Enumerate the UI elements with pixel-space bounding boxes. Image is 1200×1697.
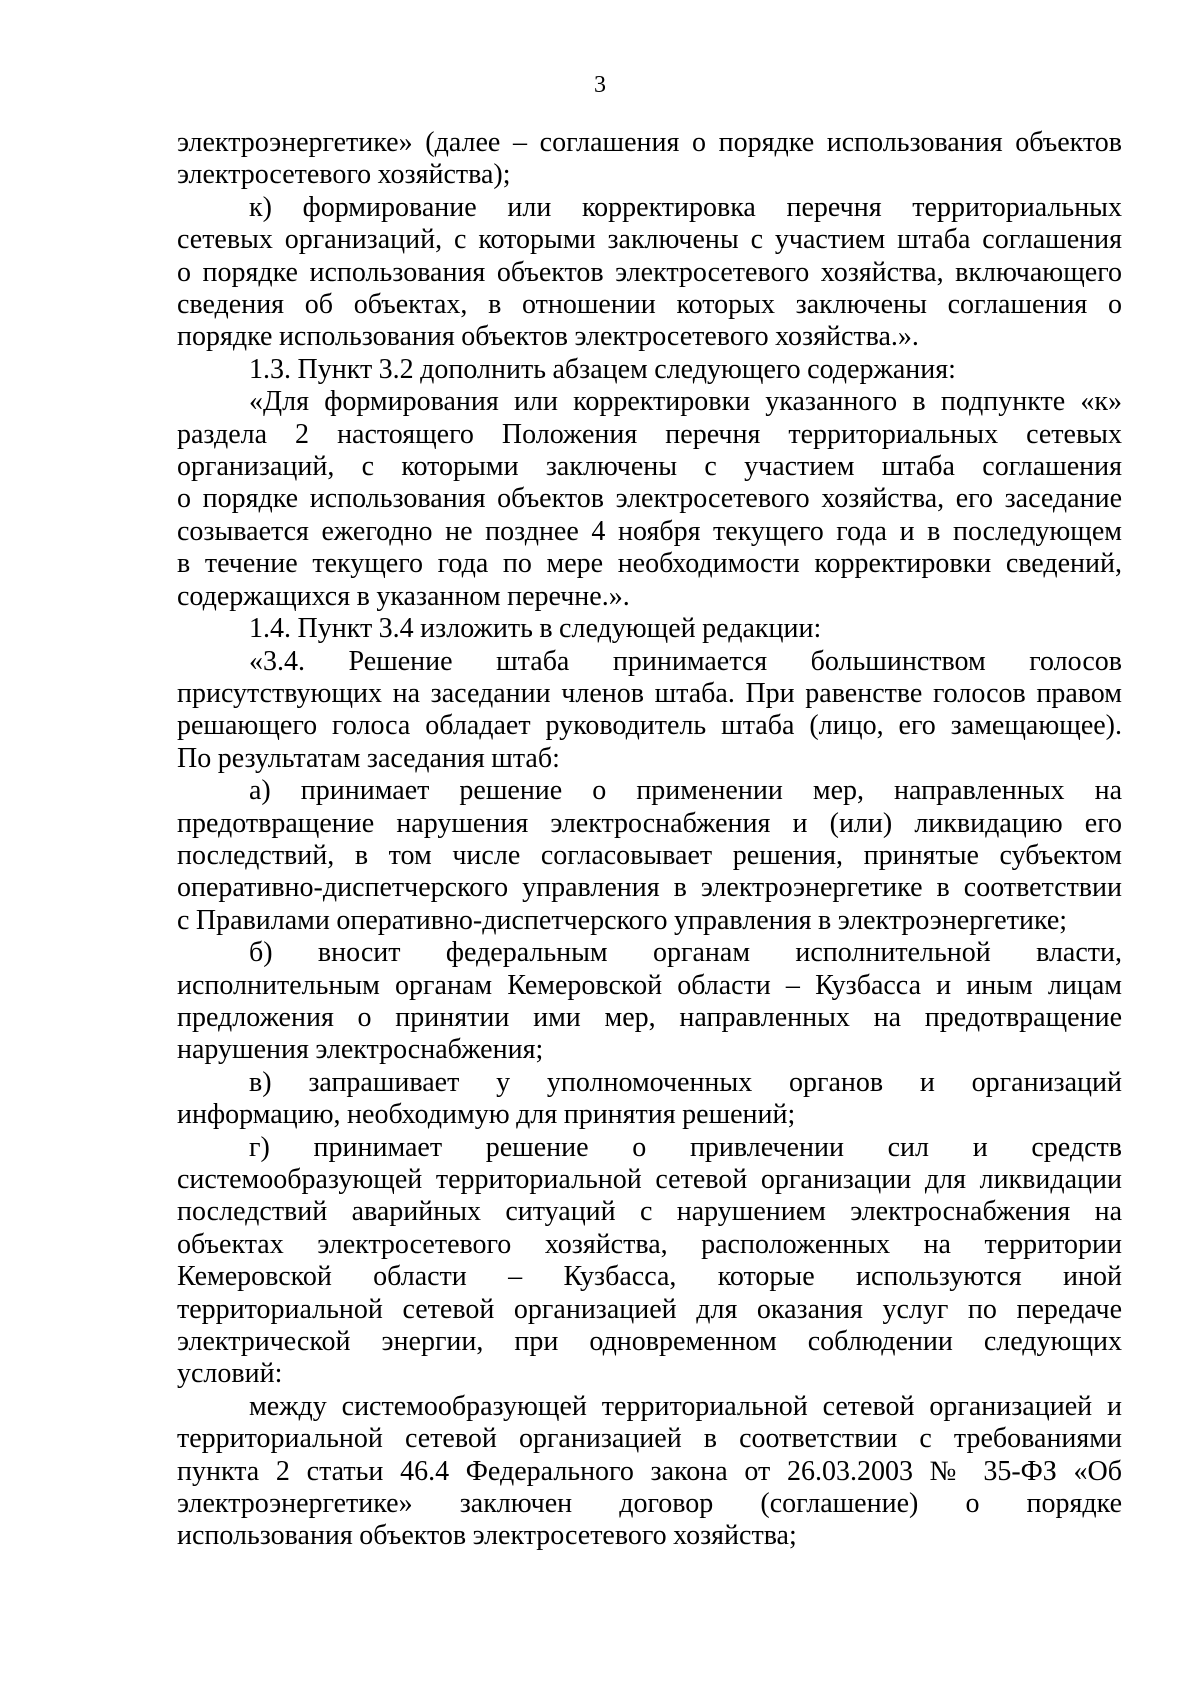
text-line: б) вносит федеральным органам исполнительной власти, bbox=[249, 937, 1122, 969]
text-line: к) формирование или корректировка перечня территориальных bbox=[249, 191, 1122, 223]
text-line: о порядке использования объектов электросетевого хозяйства, его заседание bbox=[177, 483, 1122, 515]
text-line: использования объектов электросетевого хозяйства; bbox=[177, 1520, 797, 1552]
text-line: последствий аварийных ситуаций с нарушением электроснабжения на bbox=[177, 1196, 1122, 1228]
text-line: а) принимает решение о применении мер, направленных на bbox=[249, 775, 1122, 807]
text-line: системообразующей территориальной сетевой организации для ликвидации bbox=[177, 1164, 1122, 1195]
text-line: в течение текущего года по мере необходимости корректировки сведений, bbox=[177, 548, 1122, 580]
paragraph-clause-1-4 bbox=[177, 613, 1122, 645]
paragraph-item-b bbox=[177, 937, 1122, 1067]
text-line: сведения об объектах, в отношении которых заключены соглашения о bbox=[177, 289, 1122, 321]
paragraph-item-k bbox=[177, 192, 1122, 354]
paragraph-item-g bbox=[177, 1132, 1122, 1391]
text-line: «Для формирования или корректировки указанного в подпункте «к» bbox=[249, 386, 1122, 418]
text-line: электроэнергетике» заключен договор (соглашение) о порядке bbox=[177, 1488, 1122, 1520]
text-line: информацию, необходимую для принятия решений; bbox=[177, 1099, 796, 1131]
text-line: организаций, с которыми заключены с участием штаба соглашения bbox=[177, 451, 1122, 483]
text-line: г) принимает решение о привлечении сил и средств bbox=[249, 1131, 1122, 1163]
text-line: содержащихся в указанном перечне.». bbox=[177, 580, 630, 612]
paragraph-item-v bbox=[177, 1067, 1122, 1132]
page-number: 3 bbox=[594, 72, 606, 98]
text-line: в) запрашивает у уполномоченных органов и организаций bbox=[249, 1066, 1122, 1098]
text-line: сетевых организаций, с которыми заключены с участием штаба соглашения bbox=[177, 224, 1122, 256]
paragraph-clause-3-4 bbox=[177, 646, 1122, 776]
text-line: нарушения электроснабжения; bbox=[177, 1034, 544, 1066]
text-line: электроэнергетике» (далее – соглашения о порядке использования объектов bbox=[177, 127, 1122, 158]
text-line: порядке использования объектов электросетевого хозяйства.». bbox=[177, 321, 919, 353]
text-line: территориальной сетевой организацией для оказания услуг по передаче bbox=[177, 1293, 1122, 1325]
text-line: 1.3. Пункт 3.2 дополнить абзацем следующего содержания: bbox=[249, 353, 956, 385]
text-line: территориальной сетевой организацией в соответствии с требованиями bbox=[177, 1423, 1122, 1455]
text-line: между системообразующей территориальной сетевой организацией и bbox=[249, 1390, 1122, 1422]
text-line: раздела 2 настоящего Положения перечня территориальных сетевых bbox=[177, 418, 1122, 450]
text-line: По результатам заседания штаб: bbox=[177, 742, 560, 774]
text-line: Кемеровской области – Кузбасса, которые используются иной bbox=[177, 1261, 1122, 1293]
text-line: о порядке использования объектов электросетевого хозяйства, включающего bbox=[177, 256, 1122, 288]
text-line: оперативно-диспетчерского управления в электроэнергетике в соответствии bbox=[177, 872, 1122, 904]
paragraph-item-a bbox=[177, 775, 1122, 937]
text-line: присутствующих на заседании членов штаба. При равенстве голосов правом bbox=[177, 677, 1122, 709]
text-line: 1.4. Пункт 3.4 изложить в следующей редакции: bbox=[249, 613, 822, 645]
text-line: «3.4. Решение штаба принимается большинством голосов bbox=[249, 645, 1122, 677]
text-line: исполнительным органам Кемеровской области – Кузбасса и иным лицам bbox=[177, 969, 1122, 1001]
text-line: созывается ежегодно не позднее 4 ноября текущего года и в последующем bbox=[177, 515, 1122, 547]
text-line: электрической энергии, при одновременном соблюдении следующих bbox=[177, 1326, 1122, 1358]
text-line: условий: bbox=[177, 1358, 283, 1390]
paragraph-clause-1-3 bbox=[177, 354, 1122, 386]
text-line: решающего голоса обладает руководитель штаба (лицо, его замещающее). bbox=[177, 710, 1122, 742]
paragraph-condition bbox=[177, 1391, 1122, 1553]
text-line: пункта 2 статьи 46.4 Федерального закона от 26.03.2003 № 35-ФЗ «Об bbox=[177, 1455, 1122, 1487]
text-line: объектах электросетевого хозяйства, расположенных на территории bbox=[177, 1228, 1122, 1260]
paragraph-continuation bbox=[177, 127, 1122, 192]
paragraph-clause-3-2-addition bbox=[177, 386, 1122, 613]
text-line: последствий, в том числе согласовывает решения, принятые субъектом bbox=[177, 839, 1122, 871]
document-body bbox=[177, 127, 1122, 1553]
text-line: предотвращение нарушения электроснабжения и (или) ликвидацию его bbox=[177, 807, 1122, 839]
text-line: предложения о принятии ими мер, направленных на предотвращение bbox=[177, 1001, 1122, 1033]
text-line: с Правилами оперативно-диспетчерского управления в электроэнергетике; bbox=[177, 904, 1068, 936]
text-line: электросетевого хозяйства); bbox=[177, 159, 511, 191]
